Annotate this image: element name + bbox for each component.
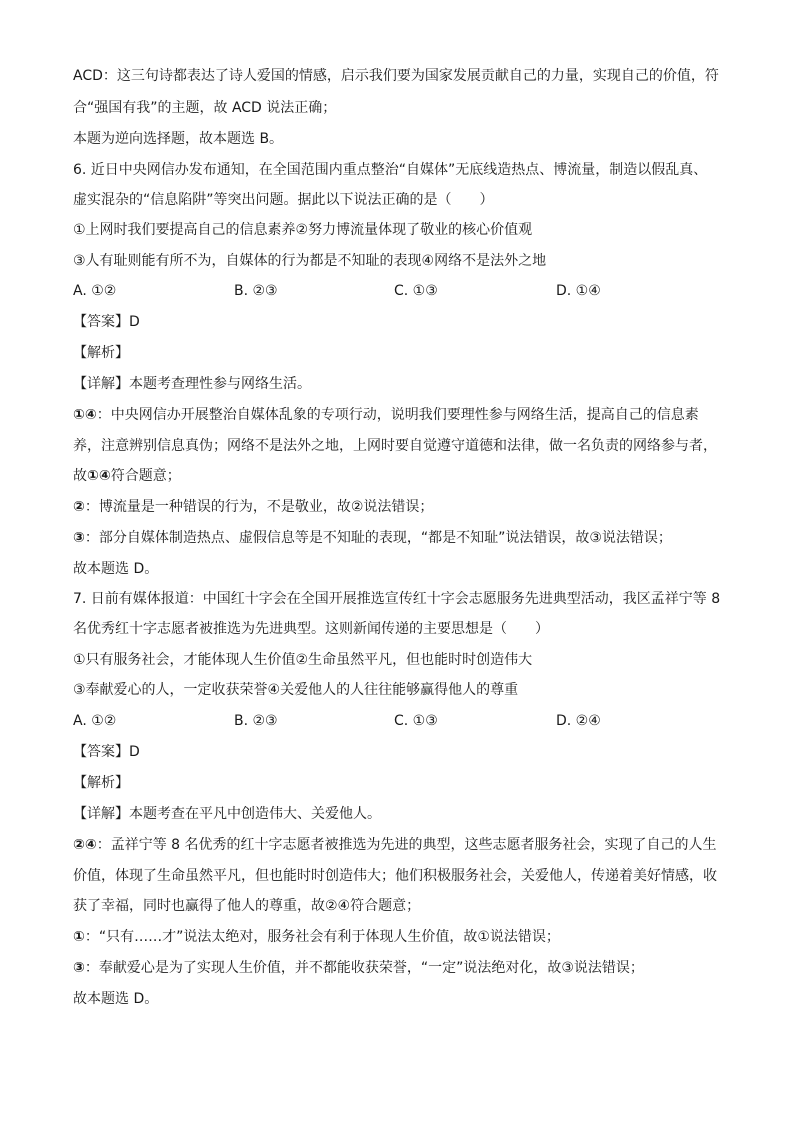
q7-conclusion: 故本题选 D。	[73, 991, 159, 1007]
q7-statement-line-2: ③奉献爱心的人，一定收获荣誉④关爱他人的人往往能够赢得他人的尊重	[73, 682, 519, 698]
q6-answer: 【答案】D	[73, 314, 140, 330]
q7-explanation-1-text: ：孟祥宁等 8 名优秀的红十字志愿者被推选为先进的典型，这些志愿者服务社会，实现了自己的人生	[96, 837, 717, 853]
q6-explanation-1-line-3	[73, 466, 733, 486]
q6-explanation-1-text: ：中央网信办开展整治自媒体乱象的专项行动，说明我们要理性参与网络生活，提高自己的信息素	[96, 407, 699, 423]
q6-explanation-2-mark: ②	[73, 499, 85, 515]
q6-explanation-1-mark-2: ①④	[87, 468, 111, 484]
q7-option-d: D. ②④	[556, 713, 601, 729]
q6-options	[73, 281, 733, 301]
q7-explanation-1-line-2: 价值，体现了生命虽然平凡，但也能时时创造伟大；他们积极服务社会，关爱他人，传递着美好情感，收	[73, 868, 717, 884]
q6-explanation-2-text: ：博流量是一种错误的行为，不是敬业，故②说法错误；	[84, 499, 434, 515]
q7-explanation-2-text: ：“只有……才”说法太绝对，服务社会有利于体现人生价值，故①说法错误；	[84, 929, 560, 945]
q7-explanation-3-mark: ③	[73, 960, 85, 976]
q6-analysis-heading: 【解析】	[73, 345, 129, 361]
q6-option-c: C. ①③	[394, 283, 438, 299]
q7-stem-line-1: 7. 日前有媒体报道：中国红十字会在全国开展推选宣传红十字会志愿服务先进典型活动，我区孟祥宁等 8	[73, 591, 721, 607]
q6-stem-line-1: 6. 近日中央网信办发布通知，在全国范围内重点整治“自媒体”无底线造热点、博流量，制造以假乱真、	[73, 162, 708, 178]
q6-option-d: D. ①④	[556, 283, 601, 299]
q6-option-b: B. ②③	[234, 283, 278, 299]
q6-conclusion: 故本题选 D。	[73, 561, 159, 577]
q7-options	[73, 711, 733, 731]
document-page	[73, 62, 733, 1009]
q7-explanation-3	[73, 958, 733, 978]
prev-acd-line-1: ACD：这三句诗都表达了诗人爱国的情感，启示我们要为国家发展贡献自己的力量，实现自己的价值，符	[73, 68, 719, 84]
prev-acd-line-2: 合“强国有我”的主题，故 ACD 说法正确；	[73, 100, 337, 116]
q6-explanation-3-text: ：部分自媒体制造热点、虚假信息等是不知耻的表现，“都是不知耻”说法错误，故③说法错误；	[84, 530, 672, 546]
q6-explanation-1-prefix: 故	[73, 468, 87, 484]
q6-explanation-3	[73, 528, 733, 548]
q6-explanation-3-mark: ③	[73, 530, 85, 546]
q7-explanation-1-line-1	[73, 835, 733, 855]
q6-explanation-1-mark: ①④	[73, 407, 97, 423]
q7-stem-line-2: 名优秀红十字志愿者被推选为先进典型。这则新闻传递的主要思想是（ ）	[73, 621, 549, 637]
q7-explanation-2-mark: ①	[73, 929, 85, 945]
q7-detail-heading: 【详解】本题考查在平凡中创造伟大、关爱他人。	[73, 806, 381, 822]
q6-explanation-2	[73, 497, 733, 517]
q7-option-b: B. ②③	[234, 713, 278, 729]
q6-stem-line-2: 虚实混杂的“信息陷阱”等突出问题。据此以下说法正确的是（ ）	[73, 192, 494, 208]
q6-explanation-1-suffix: 符合题意；	[110, 468, 181, 484]
q6-statement-line-2: ③人有耻则能有所不为，自媒体的行为都是不知耻的表现④网络不是法外之地	[73, 253, 547, 269]
q7-explanation-1-line-3: 获了幸福，同时也赢得了他人的尊重，故②④符合题意；	[73, 898, 421, 914]
prev-summary: 本题为逆向选择题，故本题选 B。	[73, 131, 284, 147]
q7-answer: 【答案】D	[73, 744, 140, 760]
q7-statement-line-1: ①只有服务社会，才能体现人生价值②生命虽然平凡，但也能时时创造伟大	[73, 652, 533, 668]
q7-explanation-3-text: ：奉献爱心是为了实现人生价值，并不都能收获荣誉，“一定”说法绝对化，故③说法错误；	[84, 960, 644, 976]
q6-explanation-1-line-2: 养，注意辨别信息真伪；网络不是法外之地，上网时要自觉遵守道德和法律，做一名负责的网络参与者，	[73, 438, 717, 454]
q7-option-a: A. ①②	[73, 713, 117, 729]
q7-analysis-heading: 【解析】	[73, 775, 129, 791]
q7-explanation-2	[73, 927, 733, 947]
q6-option-a: A. ①②	[73, 283, 117, 299]
q6-explanation-1-line-1	[73, 405, 733, 425]
q6-detail-heading: 【详解】本题考查理性参与网络生活。	[73, 376, 311, 392]
q6-statement-line-1: ①上网时我们要提高自己的信息素养②努力博流量体现了敬业的核心价值观	[73, 222, 533, 238]
q7-explanation-1-mark: ②④	[73, 837, 97, 853]
q7-option-c: C. ①③	[394, 713, 438, 729]
